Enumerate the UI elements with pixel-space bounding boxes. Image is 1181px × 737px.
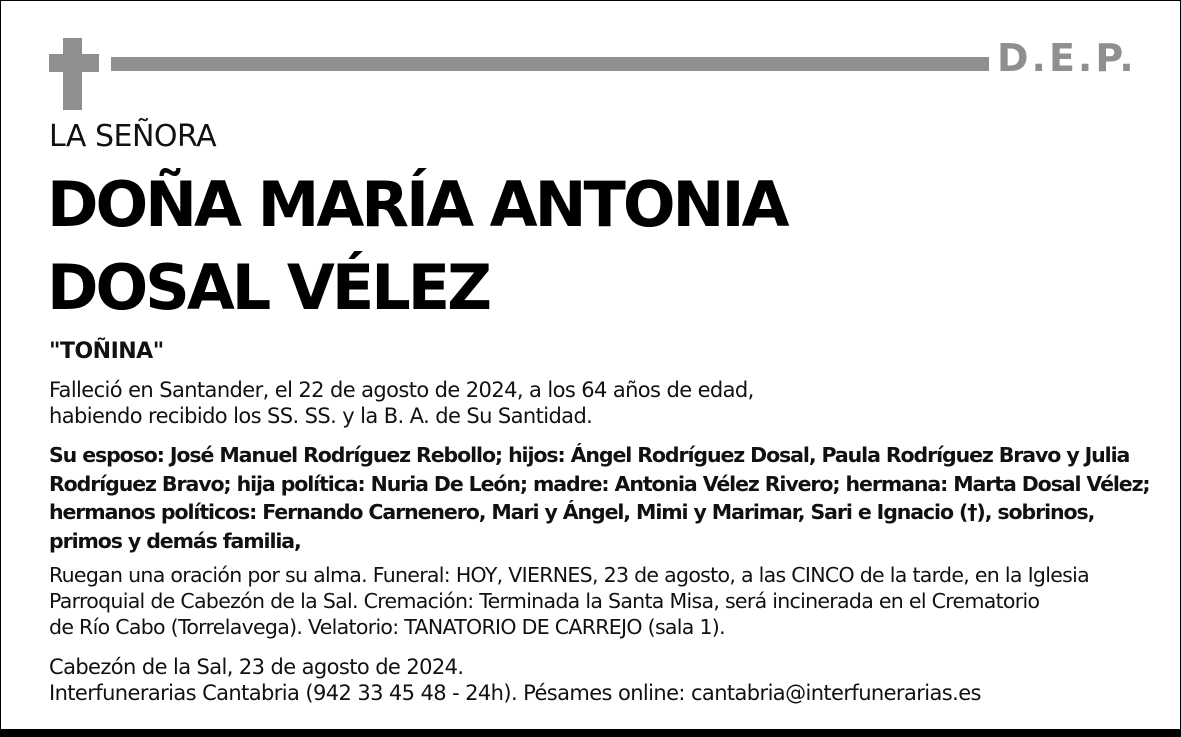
deceased-nickname: "TOÑINA" (49, 339, 164, 364)
funeral-line: Ruegan una oración por su alma. Funeral: HOY, VIERNES, 23 de agosto, a las CINCO de la tarde, en la Iglesia (49, 563, 1089, 587)
place-date: Cabezón de la Sal, 23 de agosto de 2024. (49, 655, 464, 679)
death-notice-line: habiendo recibido los SS. SS. y la B. A. de Su Santidad. (49, 404, 593, 428)
funeral-home-contact: Interfunerarias Cantabria (942 33 45 48 - 24h). Pésames online: cantabria@interfunerarias.es (49, 681, 981, 705)
cross-icon (63, 38, 82, 110)
family-line: hermanos políticos: Fernando Carnenero, Mari y Ángel, Mimi y Marimar, Sari e Ignacio (†), sobrinos, (49, 500, 1095, 524)
footer-paragraph (49, 654, 981, 706)
deceased-name-line-1: DOÑA MARÍA ANTONIA (47, 168, 787, 241)
funeral-paragraph (49, 562, 1089, 640)
cross-icon-bar (49, 54, 99, 72)
funeral-line: de Río Cabo (Torrelavega). Velatorio: TANATORIO DE CARREJO (sala 1). (49, 615, 725, 639)
funeral-line: Parroquial de Cabezón de la Sal. Cremación: Terminada la Santa Misa, será incinerada en el Crematorio (49, 589, 1040, 613)
family-paragraph (49, 441, 1150, 555)
death-notice-line: Falleció en Santander, el 22 de agosto de 2024, a los 64 años de edad, (49, 378, 754, 402)
dep-label: D.E.P. (997, 36, 1137, 80)
family-line: Rodríguez Bravo; hija política: Nuria De León; madre: Antonia Vélez Rivero; hermana: Marta Dosal Vélez; (49, 471, 1150, 496)
bottom-border (1, 729, 1180, 736)
deceased-name-line-2: DOSAL VÉLEZ (47, 251, 490, 324)
death-notice-paragraph (49, 377, 754, 429)
family-line: Su esposo: José Manuel Rodríguez Rebollo; hijos: Ángel Rodríguez Dosal, Paula Rodríguez Bravo y Julia (49, 443, 1130, 467)
intro-title: LA SEÑORA (49, 119, 217, 154)
family-line: primos y demás familia, (49, 528, 301, 553)
header-rule (111, 57, 989, 71)
